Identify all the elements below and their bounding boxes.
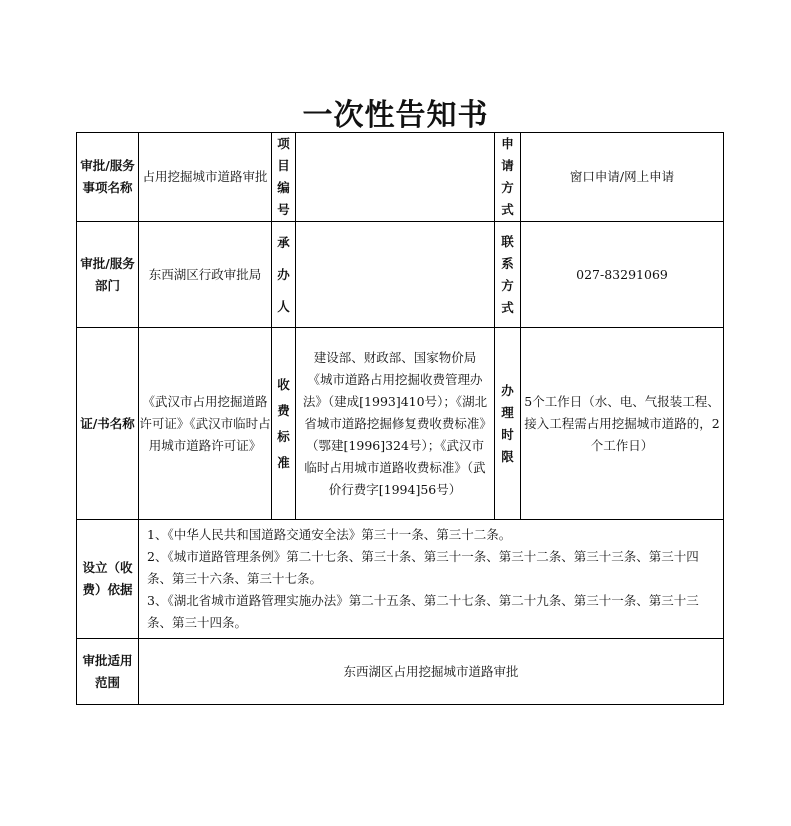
application-method-label: 申 请 方 式 xyxy=(495,133,521,222)
fee-standard-label: 收 费 标 准 xyxy=(272,328,296,520)
time-limit-value: 5个工作日（水、电、气报装工程、接入工程需占用挖掘城市道路的，2个工作日） xyxy=(521,328,724,520)
legal-basis-list xyxy=(139,520,724,639)
application-method-value: 窗口申请/网上申请 xyxy=(521,133,724,222)
notice-form-table xyxy=(76,132,724,705)
service-name-label: 审批/服务事项名称 xyxy=(77,133,139,222)
contact-value: 027-83291069 xyxy=(521,222,724,328)
scope-label: 审批适用范围 xyxy=(77,639,139,705)
page-title: 一次性告知书 xyxy=(302,98,489,133)
legal-basis-label: 设立（收费）依据 xyxy=(77,520,139,639)
project-number-value xyxy=(296,133,495,222)
time-limit-label: 办 理 时 限 xyxy=(495,328,521,520)
department-value: 东西湖区行政审批局 xyxy=(139,222,272,328)
row-service-name xyxy=(77,133,724,222)
legal-basis-item: 2、《城市道路管理条例》第二十七条、第三十条、第三十一条、第三十二条、第三十三条、第三十四条、第三十六条、第三十七条。 xyxy=(147,549,699,586)
handler-label: 承 办 人 xyxy=(272,222,296,328)
scope-value: 东西湖区占用挖掘城市道路审批 xyxy=(139,639,724,705)
row-legal-basis xyxy=(77,520,724,639)
contact-label: 联 系 方 式 xyxy=(495,222,521,328)
legal-basis-item: 3、《湖北省城市道路管理实施办法》第二十五条、第二十七条、第二十九条、第三十一条、第三十三条、第三十四条。 xyxy=(147,593,699,630)
row-service-department xyxy=(77,222,724,328)
certificate-label: 证/书名称 xyxy=(77,328,139,520)
handler-value xyxy=(296,222,495,328)
row-scope xyxy=(77,639,724,705)
certificate-value: 《武汉市占用挖掘道路许可证》《武汉市临时占用城市道路许可证》 xyxy=(139,328,272,520)
department-label: 审批/服务部门 xyxy=(77,222,139,328)
row-certificate xyxy=(77,328,724,520)
service-name-value: 占用挖掘城市道路审批 xyxy=(139,133,272,222)
fee-standard-value: 建设部、财政部、国家物价局《城市道路占用挖掘收费管理办法》（建成[1993]410号）；《湖北省城市道路挖掘修复费收费标准》（鄂建[1996]324号）；《武汉市临时占用城市道路收费标准》（武价行费字[1994]56号） xyxy=(296,328,495,520)
legal-basis-item: 1、《中华人民共和国道路交通安全法》第三十一条、第三十二条。 xyxy=(147,527,512,542)
project-number-label: 项 目 编 号 xyxy=(272,133,296,222)
